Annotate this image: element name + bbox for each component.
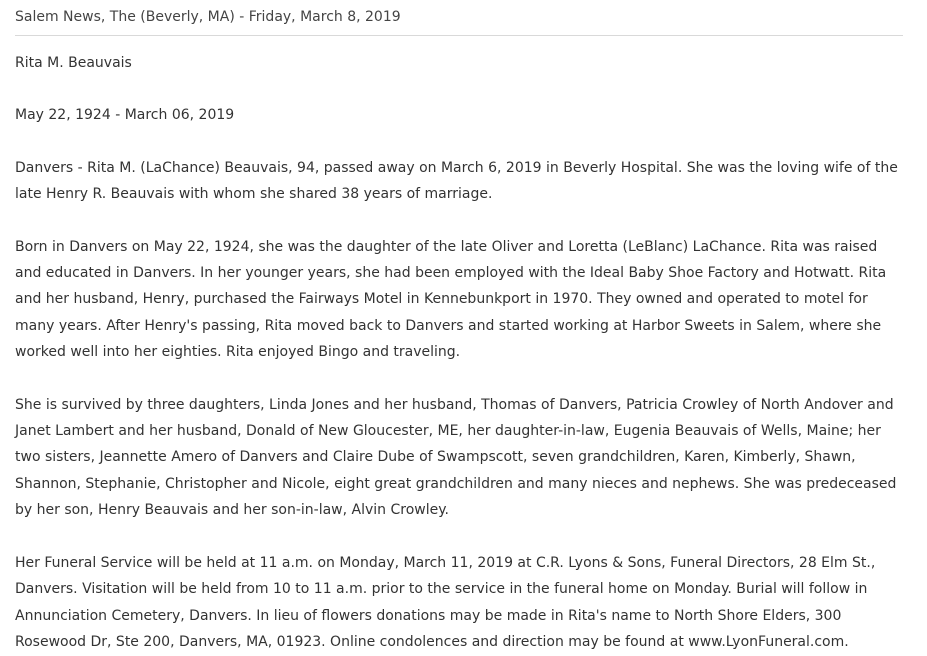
life-dates: May 22, 1924 - March 06, 2019 [15, 107, 235, 124]
obituary-paragraph-services: Her Funeral Service will be held at 11 a.m. on Monday, March 11, 2019 at C.R. Lyons & Sons, Funeral Directors, 28 Elm St., Danvers. Visitation will be held from 10 to 11 a.m. prior to the service in the funeral home on Monday. Burial will follow in Annunciation Cemetery, Danvers. In lieu of flowers donations may be made in Rita's name to North Shore Elders, 300 Rosewood Dr, Ste 200, Danvers, MA, 01923. Online condolences and direction may be found at www.LyonFuneral.com. [15, 554, 876, 650]
obituary-paragraph-survivors: She is survived by three daughters, Linda Jones and her husband, Thomas of Danvers, Patricia Crowley of North Andover and Janet Lambert and her husband, Donald of New Gloucester, ME, her daughter-in-law, Eugenia Beauvais of Wells, Maine; her two sisters, Jeannette Amero of Danvers and Claire Dube of Swampscott, seven grandchildren, Karen, Kimberly, Shawn, Shannon, Stephanie, Christopher and Nicole, eight great grandchildren and many nieces and nephews. She was predeceased by her son, Henry Beauvais and her son-in-law, Alvin Crowley. [15, 396, 897, 519]
obituary-body [15, 50, 905, 655]
deceased-name: Rita M. Beauvais [15, 55, 132, 71]
publication-source: Salem News, The (Beverly, MA) - Friday, March 8, 2019 [15, 6, 903, 36]
obituary-paragraph-intro: Danvers - Rita M. (LaChance) Beauvais, 94, passed away on March 6, 2019 in Beverly Hospital. She was the loving wife of the late Henry R. Beauvais with whom she shared 38 years of marriage. [15, 159, 898, 203]
obituary-paragraph-biography: Born in Danvers on May 22, 1924, she was the daughter of the late Oliver and Loretta (LeBlanc) LaChance. Rita was raised and educated in Danvers. In her younger years, she had been employed with the Ideal Baby Shoe Factory and Hotwatt. Rita and her husband, Henry, purchased the Fairways Motel in Kennebunkport in 1970. They owned and operated to motel for many years. After Henry's passing, Rita moved back to Danvers and started working at Harbor Sweets in Salem, where she worked well into her eighties. Rita enjoyed Bingo and traveling. [15, 238, 887, 361]
